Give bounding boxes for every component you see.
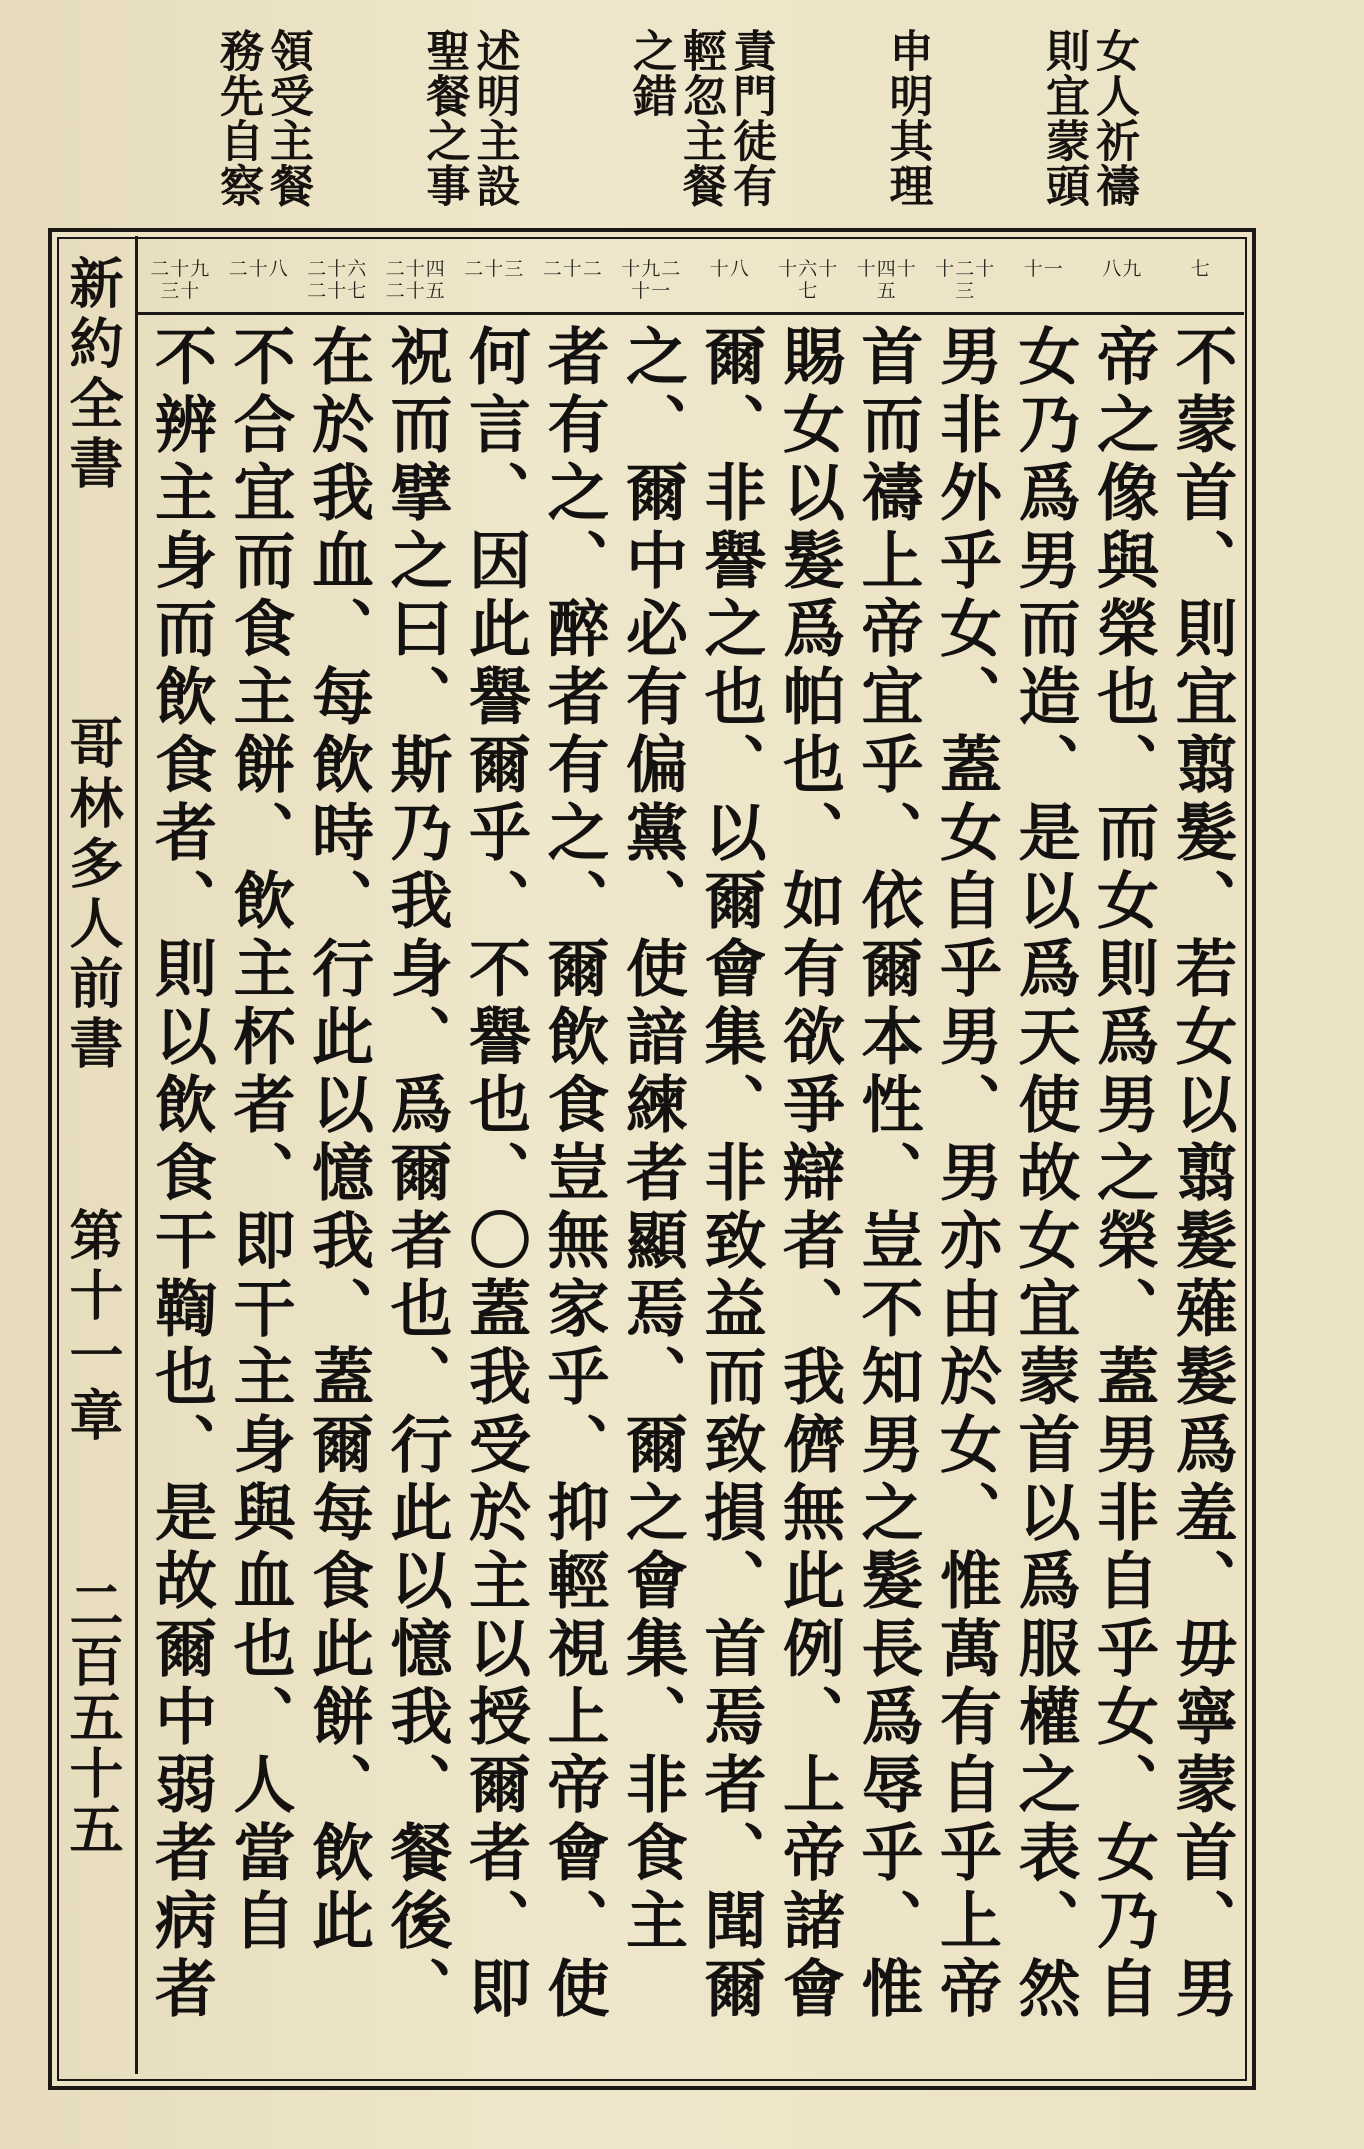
headnotes bbox=[212, 28, 1139, 228]
verse-number: 二十六二十七 bbox=[307, 258, 368, 302]
verse-number: 七 bbox=[1190, 258, 1211, 280]
verse-number: 八九 bbox=[1102, 258, 1143, 280]
verse-number: 二十三 bbox=[464, 258, 525, 280]
text-column: 賜女以髮爲帕也、如有欲爭辯者、我儕無此例、上帝諸會 bbox=[772, 324, 846, 2024]
text-column: 女乃爲男而造、是以爲天使故女宜蒙首以爲服權之表、然 bbox=[1008, 324, 1081, 2024]
chapter-label: 第十一章 bbox=[61, 1207, 125, 1447]
headnote-3 bbox=[625, 28, 776, 228]
verse-number: 十四十五 bbox=[856, 258, 917, 302]
verse-number-divider bbox=[138, 312, 1244, 315]
book-name: 哥林多人前書 bbox=[61, 715, 125, 1075]
text-column: 在於我血、每飲時、行此以憶我、蓋爾每食此餅、飲此 bbox=[301, 324, 375, 1956]
text-column: 不辨主身而飲食者、則以飲食干鞫也、是故爾中弱者病者 bbox=[144, 324, 218, 2024]
verse-number: 十二十三 bbox=[935, 258, 996, 302]
text-column: 何言、因此譽爾乎、不譽也、〇蓋我受於主以授爾者、即 bbox=[458, 324, 532, 2024]
text-column: 祝而擘之曰、斯乃我身、爲爾者也、行此以憶我、餐後、 bbox=[380, 324, 453, 2024]
headnote-1 bbox=[1038, 28, 1139, 228]
text-column: 不合宜而食主餅、飲主杯者、即干主身與血也、人當自 bbox=[223, 324, 296, 1956]
headnote-2 bbox=[881, 28, 933, 228]
running-head bbox=[58, 255, 128, 2055]
verse-number: 二十二 bbox=[542, 258, 603, 280]
book-title: 新約全書 bbox=[61, 255, 125, 495]
headnote-line: 述明主設 bbox=[468, 28, 520, 208]
headnote-line: 申明其理 bbox=[881, 28, 933, 208]
text-column: 者有之、醉者有之、爾飲食豈無家乎、抑輕視上帝會、使 bbox=[537, 324, 610, 2024]
page-number: 二百五十五 bbox=[61, 1577, 125, 1857]
verse-number: 二十四二十五 bbox=[385, 258, 446, 302]
headnote-line: 責門徒有 bbox=[725, 28, 776, 208]
headnote-line: 務先自察 bbox=[212, 28, 263, 208]
headnote-4 bbox=[418, 28, 520, 228]
text-column: 男非外乎女、蓋女自乎男、男亦由於女、惟萬有自乎上帝 bbox=[929, 324, 1003, 2024]
verse-number: 十九二十一 bbox=[621, 258, 682, 302]
text-column: 爾、非譽之也、以爾會集、非致益而致損、首焉者、聞爾 bbox=[694, 324, 767, 2024]
headnote-line: 聖餐之事 bbox=[418, 28, 470, 208]
verse-number: 十八 bbox=[709, 258, 750, 280]
text-column: 首而禱上帝宜乎、依爾本性、豈不知男之髮長爲辱乎、惟 bbox=[851, 324, 924, 2024]
text-column: 帝之像與榮也、而女則爲男之榮、蓋男非自乎女、女乃自 bbox=[1086, 324, 1160, 2024]
verse-number: 二十九三十 bbox=[150, 258, 211, 302]
text-column: 之、爾中必有偏黨、使諳練者顯焉、爾之會集、非食主 bbox=[615, 324, 689, 1956]
text-column: 不蒙首、則宜翦髮、若女以翦髮薙髮爲羞、毋寧蒙首、男 bbox=[1165, 324, 1238, 2024]
headnote-line: 女人祈禱 bbox=[1088, 28, 1139, 208]
headnote-line: 則宜蒙頭 bbox=[1038, 28, 1089, 208]
verse-number: 十一 bbox=[1023, 258, 1064, 280]
verse-number-strip bbox=[140, 238, 1240, 310]
verse-number: 二十八 bbox=[228, 258, 289, 280]
verse-number: 十六十七 bbox=[778, 258, 839, 302]
running-head-divider bbox=[135, 236, 138, 2074]
headnote-5 bbox=[212, 28, 313, 228]
headnote-line: 輕忽主餐 bbox=[675, 28, 726, 208]
body-text bbox=[140, 318, 1240, 2070]
headnote-line: 之錯 bbox=[625, 28, 676, 118]
headnote-line: 領受主餐 bbox=[262, 28, 313, 208]
